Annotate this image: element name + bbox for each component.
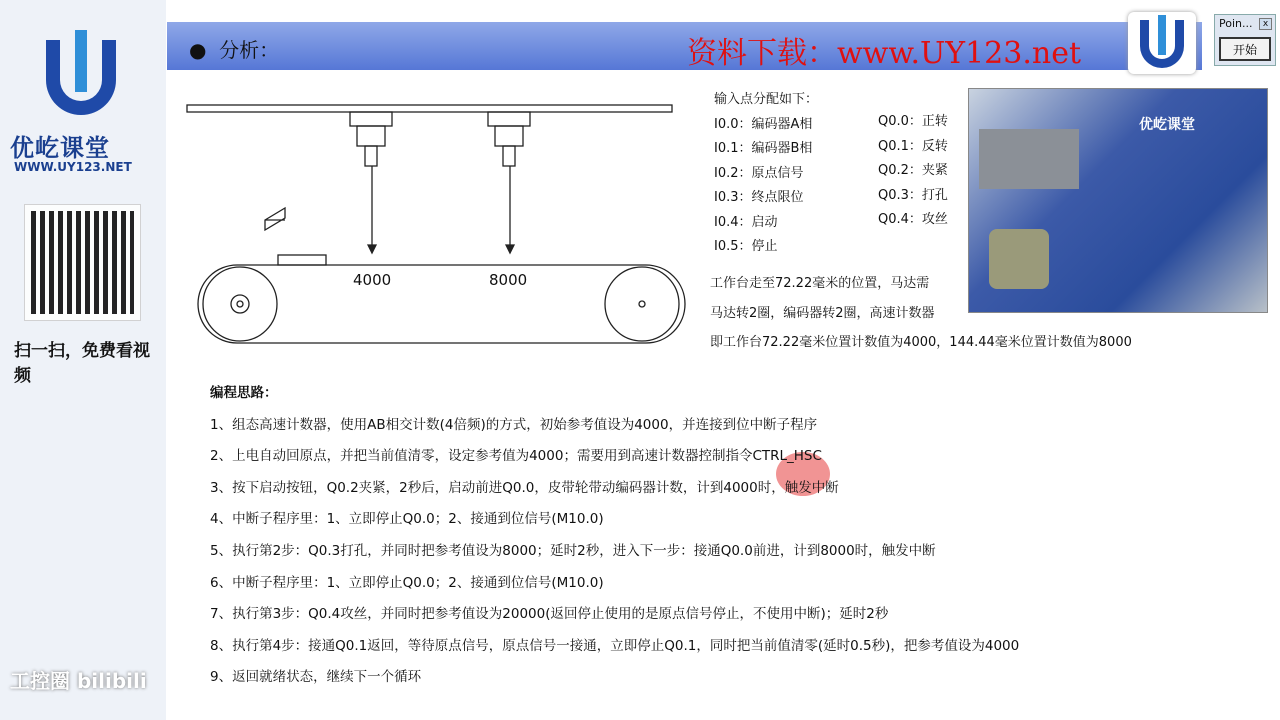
dialog-title: Poin... xyxy=(1219,17,1253,30)
scan-caption: 扫一扫，免费看视频 xyxy=(14,341,150,386)
output-item: Q0.0：正转 xyxy=(878,114,948,129)
brand-name: 优屹课堂 xyxy=(10,134,110,162)
input-item: I0.1：编码器B相 xyxy=(714,141,813,156)
program-step: 5、执行第2步：Q0.3打孔，并同时把参考值设为8000；延时2秒，进入下一步：接通Q0.0前进，计到8000时，触发中断 xyxy=(210,542,936,559)
program-step: 8、执行第4步：接通Q0.1返回，等待原点信号，原点信号一接通，立即停止Q0.1，同时把当前值清零(延时0.5秒)，把参考值设为4000 xyxy=(210,637,1020,654)
motor-device xyxy=(989,229,1049,289)
hardware-photo xyxy=(968,88,1268,313)
program-step: 6、中断子程序里：1、立即停止Q0.0；2、接通到位信号(M10.0) xyxy=(210,574,604,591)
output-item: Q0.1：反转 xyxy=(878,138,948,154)
program-step: 7、执行第3步：Q0.4攻丝，并同时把参考值设为20000(返回停止使用的是原点信号停止，不使用中断)；延时2秒 xyxy=(210,606,889,623)
programming-steps xyxy=(210,378,1019,694)
program-step: 4、中断子程序里：1、立即停止Q0.0；2、接通到位信号(M10.0) xyxy=(210,511,604,528)
uy-logo-icon xyxy=(38,30,124,120)
description-line: 马达转2圈，编码器转2圈，高速计数器 xyxy=(710,306,935,321)
input-item: I0.4：启动 xyxy=(714,214,778,230)
point-dialog xyxy=(1214,14,1276,66)
input-item: I0.2：原点信号 xyxy=(714,165,804,181)
uy-logo-icon xyxy=(1128,12,1196,74)
program-step: 9、返回就绪状态，继续下一个循环 xyxy=(210,669,422,686)
watermark: 工控圈 bilibili xyxy=(10,669,147,693)
position-label-4000: 4000 xyxy=(353,271,392,289)
input-list xyxy=(714,88,818,260)
input-item: I0.3：终点限位 xyxy=(714,190,804,205)
sidebar xyxy=(0,0,166,720)
program-step: 2、上电自动回原点，并把当前值清零，设定参考值为4000；需要用到高速计数器控制指令CTRL_HSC xyxy=(210,448,822,465)
program-title: 编程思路： xyxy=(210,385,278,401)
program-step: 1、组态高速计数器，使用AB相交计数(4倍频)的方式，初始参考值设为4000，并连接到位中断子程序 xyxy=(210,416,818,433)
slide-banner xyxy=(167,22,1202,70)
brand-url: WWW.UY123.NET xyxy=(14,160,132,174)
output-list xyxy=(878,110,948,233)
start-button[interactable]: 开始 xyxy=(1219,37,1271,61)
download-link-text: 资料下载：www.UY123.net xyxy=(687,36,1082,71)
slide-title: ● 分析： xyxy=(189,38,280,62)
input-header: 输入点分配如下： xyxy=(714,92,819,107)
conveyor-diagram xyxy=(185,95,695,355)
output-item: Q0.4：攻丝 xyxy=(878,212,948,227)
close-icon[interactable]: x xyxy=(1259,18,1272,30)
input-item: I0.5：停止 xyxy=(714,239,778,254)
description-line: 即工作台72.22毫米位置计数值为4000，144.44毫米位置计数值为8000 xyxy=(710,335,1132,350)
output-item: Q0.3：打孔 xyxy=(878,187,948,203)
qr-code xyxy=(25,205,140,320)
position-label-8000: 8000 xyxy=(489,271,528,289)
description-line: 工作台走至72.22毫米的位置，马达需 xyxy=(710,276,930,291)
output-item: Q0.2：夹紧 xyxy=(878,163,948,178)
program-step: 3、按下启动按钮，Q0.2夹紧，2秒后，启动前进Q0.0，皮带轮带动编码器计数，计到4000时，触发中断 xyxy=(210,479,839,496)
photo-brand-label: 优屹课堂 xyxy=(1139,117,1195,133)
plc-device xyxy=(979,129,1079,189)
input-item: I0.0：编码器A相 xyxy=(714,116,813,132)
